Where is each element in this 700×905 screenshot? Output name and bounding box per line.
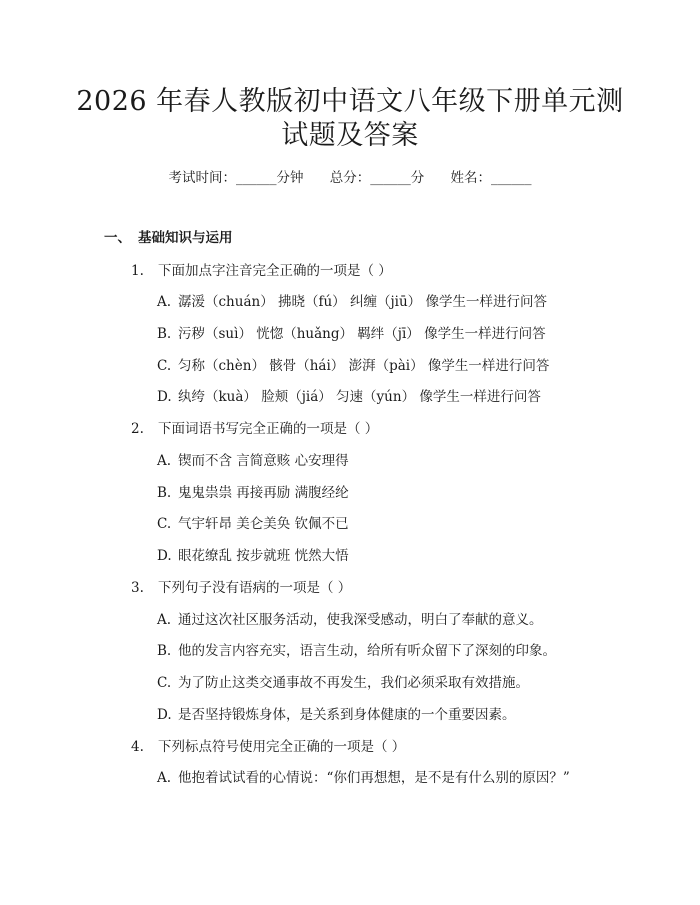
question-text: 下列标点符号使用完全正确的一项是（ ） (158, 739, 406, 755)
option-text: 气宇轩昂 美仑美奂 钦佩不已 (178, 516, 349, 532)
option-text: 鬼鬼祟祟 再接再励 满腹经纶 (178, 485, 349, 501)
question-3-option-b (157, 641, 556, 661)
question-text: 下列句子没有语病的一项是（ ） (158, 580, 352, 596)
question-number: 3. (131, 580, 144, 596)
document-title-line-2: 试题及答案 (281, 120, 419, 151)
option-letter: C. (157, 358, 172, 374)
option-text: 是否坚持锻炼身体，是关系到身体健康的一个重要因素。 (178, 707, 516, 723)
question-text: 下面词语书写完全正确的一项是（ ） (158, 421, 379, 437)
option-text: 他抱着试试看的心情说：“你们再想想，是不是有什么别的原因？” (178, 770, 570, 786)
option-letter: D. (157, 548, 172, 564)
question-1-option-b (157, 324, 546, 344)
option-letter: D. (157, 707, 172, 723)
option-letter: A. (157, 770, 172, 786)
question-3-option-a (157, 610, 543, 630)
question-1-option-c (157, 356, 549, 376)
question-1 (131, 261, 392, 281)
question-2-option-c (157, 514, 349, 534)
option-letter: C. (157, 675, 172, 691)
question-2-option-a (157, 451, 349, 471)
student-name-field: 姓名：______ (450, 170, 532, 186)
total-score-field: 总分：______分 (329, 170, 425, 186)
option-letter: D. (157, 389, 172, 405)
option-text: 通过这次社区服务活动，使我深受感动，明白了奉献的意义。 (178, 612, 543, 628)
question-4-option-a (157, 768, 570, 788)
question-1-option-a (157, 292, 547, 312)
option-text: 眼花缭乱 按步就班 恍然大悟 (178, 548, 349, 564)
exam-time-field: 考试时间：______分钟 (168, 170, 304, 186)
option-text: 匀称（chèn） 骸骨（hái） 澎湃（pài） 像学生一样进行问答 (178, 358, 550, 374)
question-2 (131, 419, 378, 439)
option-text: 潺湲（chuán） 拂晓（fú） 纠缠（jiū） 像学生一样进行问答 (178, 294, 547, 310)
option-letter: C. (157, 516, 172, 532)
question-2-option-b (157, 483, 349, 503)
option-letter: B. (157, 326, 172, 342)
question-number: 2. (131, 421, 144, 437)
option-letter: B. (157, 485, 172, 501)
section-heading (104, 228, 233, 248)
option-text: 纨绔（kuà） 脸颊（jiá） 匀速（yún） 像学生一样进行问答 (178, 389, 541, 405)
question-number: 4. (131, 739, 144, 755)
option-text: 他的发言内容充实，语言生动，给所有听众留下了深刻的印象。 (178, 643, 556, 659)
question-3-option-d (157, 705, 516, 725)
option-text: 污秽（suì） 恍惚（huǎng） 羁绊（jī） 像学生一样进行问答 (178, 326, 546, 342)
exam-meta (0, 168, 700, 188)
question-text: 下面加点字注音完全正确的一项是（ ） (158, 263, 392, 279)
option-text: 为了防止这类交通事故不再发生，我们必须采取有效措施。 (178, 675, 529, 691)
option-letter: A. (157, 294, 172, 310)
question-1-option-d (157, 387, 541, 407)
question-3 (131, 578, 351, 598)
question-4 (131, 737, 405, 757)
option-letter: A. (157, 612, 172, 628)
question-3-option-c (157, 673, 529, 693)
option-letter: B. (157, 643, 172, 659)
section-number: 一、 (104, 230, 131, 246)
question-number: 1. (131, 263, 144, 279)
section-title: 基础知识与运用 (138, 230, 233, 246)
document-title-line-1: 2026 年春人教版初中语文八年级下册单元测 (76, 86, 624, 117)
question-2-option-d (157, 546, 349, 566)
option-letter: A. (157, 453, 172, 469)
option-text: 锲而不含 言简意赅 心安理得 (178, 453, 349, 469)
